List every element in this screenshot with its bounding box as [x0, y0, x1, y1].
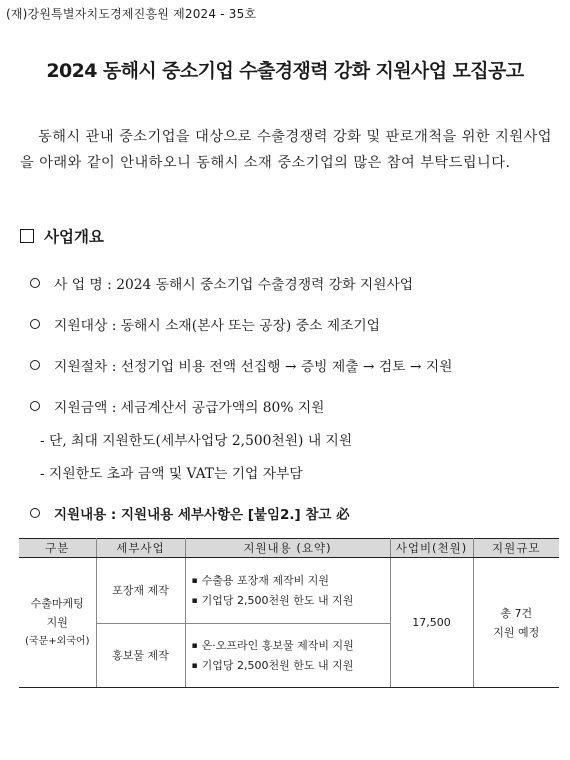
- document-number: (재)강원특별자치도경제진흥원 제2024 - 35호: [6, 7, 257, 21]
- circle-bullet-icon: [30, 360, 40, 370]
- header-category: 구분: [19, 539, 96, 558]
- scale-line: 총 7건: [500, 606, 533, 620]
- category-cell: [19, 558, 96, 688]
- overview-item-name: 사 업 명 : 2024 동해시 중소기업 수출경쟁력 강화 지원사업: [30, 273, 413, 293]
- item-label: 지원대상: [54, 318, 108, 334]
- contents-cell: [185, 624, 390, 688]
- header-scale: 지원규모: [473, 539, 559, 558]
- category-note: (국문+외국어): [25, 636, 90, 647]
- sub-project-cell: 포장재 제작: [96, 558, 185, 624]
- item-label: 지원금액: [54, 400, 108, 416]
- item-value: 동해시 소재(본사 또는 공장) 중소 제조기업: [120, 318, 380, 334]
- circle-bullet-icon: [30, 508, 40, 518]
- checkbox-square-icon: [20, 229, 34, 243]
- overview-item-amount: 지원금액 : 세금계산서 공급가액의 80% 지원: [30, 396, 325, 416]
- scale-cell: [473, 558, 559, 688]
- program-table: [19, 538, 559, 688]
- item-label: 지원절차: [54, 359, 108, 375]
- scale-line: 지원 예정: [493, 625, 540, 639]
- section-heading: [20, 225, 104, 247]
- contents-cell: [185, 558, 390, 624]
- content-line: ▪ 온·오프라인 홍보물 제작비 지원: [192, 636, 390, 656]
- overview-item-target: 지원대상 : 동해시 소재(본사 또는 공장) 중소 제조기업: [30, 314, 380, 334]
- item-value: 지원내용 세부사항은 [붙임2.] 참고 必: [120, 507, 350, 523]
- page-title: 2024 동해시 중소기업 수출경쟁력 강화 지원사업 모집공고: [46, 60, 524, 82]
- category-line: 지원: [46, 616, 68, 629]
- header-budget: 사업비(천원): [390, 539, 473, 558]
- header-sub-project: 세부사업: [96, 539, 185, 558]
- content-line: ▪ 수출용 포장재 제작비 지원: [192, 571, 390, 591]
- sub-item-limit: - 단, 최대 지원한도(세부사업당 2,500천원) 내 지원: [40, 433, 353, 449]
- circle-bullet-icon: [30, 401, 40, 411]
- item-label: 사 업 명: [54, 277, 103, 293]
- intro-paragraph: 동해시 관내 중소기업을 대상으로 수출경쟁력 강화 및 판로개척을 위한 지원사업을 아래와 같이 안내하오니 동해시 소재 중소기업의 많은 참여 부탁드립니다.: [20, 129, 552, 171]
- circle-bullet-icon: [30, 278, 40, 288]
- content-line: ▪ 기업당 2,500천원 한도 내 지원: [192, 591, 390, 611]
- content-line: ▪ 기업당 2,500천원 한도 내 지원: [192, 656, 390, 676]
- circle-bullet-icon: [30, 319, 40, 329]
- table-row: [19, 558, 559, 624]
- header-contents: 지원내용 (요약): [185, 539, 390, 558]
- item-value: 선정기업 비용 전액 선집행 → 증빙 제출 → 검토 → 지원: [120, 359, 453, 375]
- table-header-row: [19, 539, 559, 558]
- item-value: 2024 동해시 중소기업 수출경쟁력 강화 지원사업: [116, 277, 414, 293]
- overview-item-procedure: 지원절차 : 선정기업 비용 전액 선집행 → 증빙 제출 → 검토 → 지원: [30, 355, 453, 375]
- section-title: 사업개요: [44, 228, 104, 246]
- sub-project-cell: 홍보물 제작: [96, 624, 185, 688]
- budget-cell: 17,500: [390, 558, 473, 688]
- sub-item-vat: - 지원한도 초과 금액 및 VAT는 기업 자부담: [40, 466, 303, 482]
- item-value: 세금계산서 공급가액의 80% 지원: [120, 400, 325, 416]
- category-line: 수출마케팅: [30, 597, 84, 610]
- item-label: 지원내용: [54, 507, 107, 523]
- overview-item-details: 지원내용 : 지원내용 세부사항은 [붙임2.] 참고 必: [30, 503, 350, 523]
